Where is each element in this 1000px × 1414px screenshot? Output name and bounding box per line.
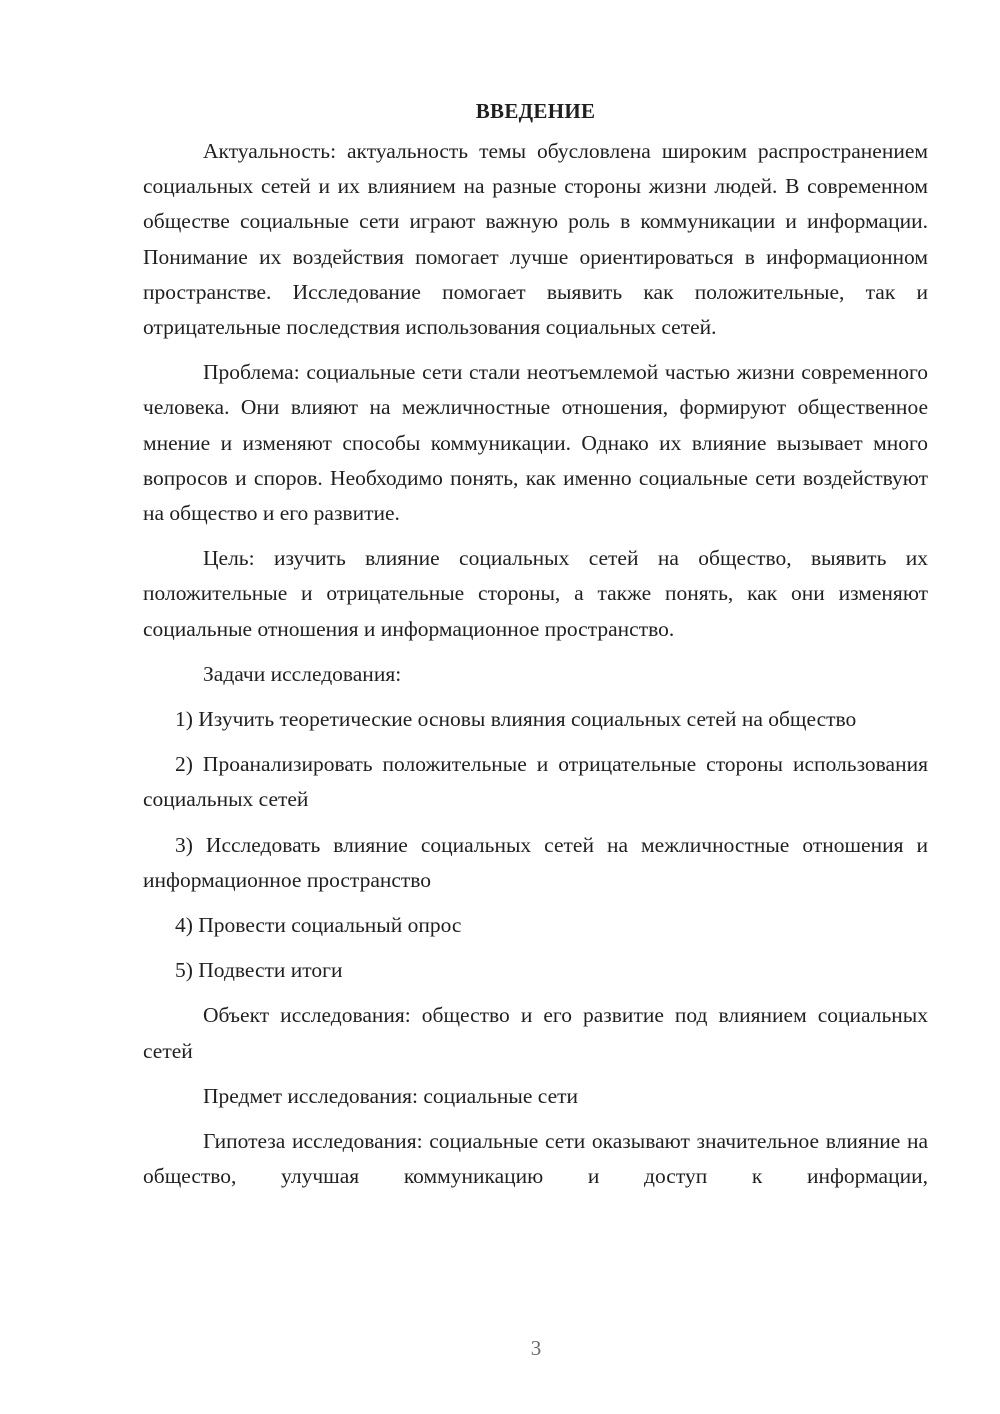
paragraph-hypothesis: Гипотеза исследования: социальные сети оказывают значительное влияние на общество, улучшая коммуникацию и доступ к информации, — [143, 1129, 928, 1189]
paragraph-subject: Предмет исследования: социальные сети — [203, 1083, 579, 1108]
paragraph-problem: Проблема: социальные сети стали неотъемлемой частью жизни современного человека. Они влияют на межличностные отношения, формируют общественное мнение и изменяют способы коммуникации. Однако их влияние вызывает много вопросов и споров. Необходимо понять, как именно социальные сети воздействуют на общество и его развитие. — [143, 360, 928, 526]
task-item: 4) Провести социальный опрос — [175, 913, 462, 938]
paragraph-relevance: Актуальность: актуальность темы обусловлена широким распространением социальных сетей и их влиянием на разные стороны жизни людей. В современном обществе социальные сети играют важную роль в коммуникации и информации. Понимание их воздействия помогает лучше ориентироваться в информационном пространстве. Исследование помогает выявить как положительные, так и отрицательные последствия использования социальных сетей. — [143, 139, 928, 340]
task-item: 5) Подвести итоги — [175, 958, 343, 983]
paragraph-object: Объект исследования: общество и его развитие под влиянием социальных сетей — [143, 1003, 928, 1063]
task-item: 1) Изучить теоретические основы влияния социальных сетей на общество — [175, 707, 857, 732]
task-item: 2) Проанализировать положительные и отрицательные стороны использования социальных сетей — [143, 752, 928, 812]
tasks-heading: Задачи исследования: — [203, 661, 402, 686]
paragraph-goal: Цель: изучить влияние социальных сетей на общество, выявить их положительные и отрицательные стороны, а также понять, как они изменяют социальные отношения и информационное пространство. — [143, 546, 928, 641]
section-title: ВВЕДЕНИЕ — [475, 99, 596, 123]
task-item: 3) Исследовать влияние социальных сетей на межличностные отношения и информационное пространство — [143, 832, 928, 892]
page-number: 3 — [530, 1336, 542, 1360]
page-content — [143, 96, 928, 1204]
